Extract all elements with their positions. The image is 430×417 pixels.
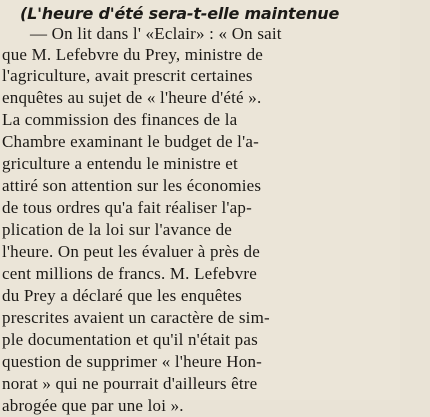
article-line: du Prey a déclaré que les enquêtes — [2, 286, 242, 305]
article-line: abrogée que par une loi ». — [2, 396, 184, 415]
article-line: cent millions de francs. M. Lefebvre — [2, 264, 258, 283]
article-line: griculture a entendu le ministre et — [2, 154, 238, 173]
article-line: norat » qui ne pourrait d'ailleurs être — [2, 374, 258, 393]
article-line: question de supprimer « l'heure Hon- — [2, 352, 263, 371]
article-line: l'agriculture, avait prescrit certaines — [2, 66, 253, 85]
article-line: de tous ordres qu'a fait réaliser l'ap- — [2, 198, 252, 217]
article-line: — On lit dans l' «Eclair» : « On sait — [30, 24, 282, 43]
article-line: attiré son attention sur les économies — [2, 176, 262, 195]
article-line: que M. Lefebvre du Prey, ministre de — [2, 45, 264, 64]
article-line: l'heure. On peut les évaluer à près de — [2, 242, 261, 261]
article-line: ple documentation et qu'il n'était pas — [2, 330, 258, 349]
article-line: prescrites avaient un caractère de sim- — [2, 308, 270, 327]
article-headline: (L'heure d'été sera-t-elle maintenue — [20, 4, 340, 23]
article-line: La commission des finances de la — [2, 110, 238, 129]
article-line: enquêtes au sujet de « l'heure d'été ». — [2, 88, 262, 107]
article-line: Chambre examinant le budget de l'a- — [2, 132, 259, 151]
article-line: plication de la loi sur l'avance de — [2, 220, 233, 239]
